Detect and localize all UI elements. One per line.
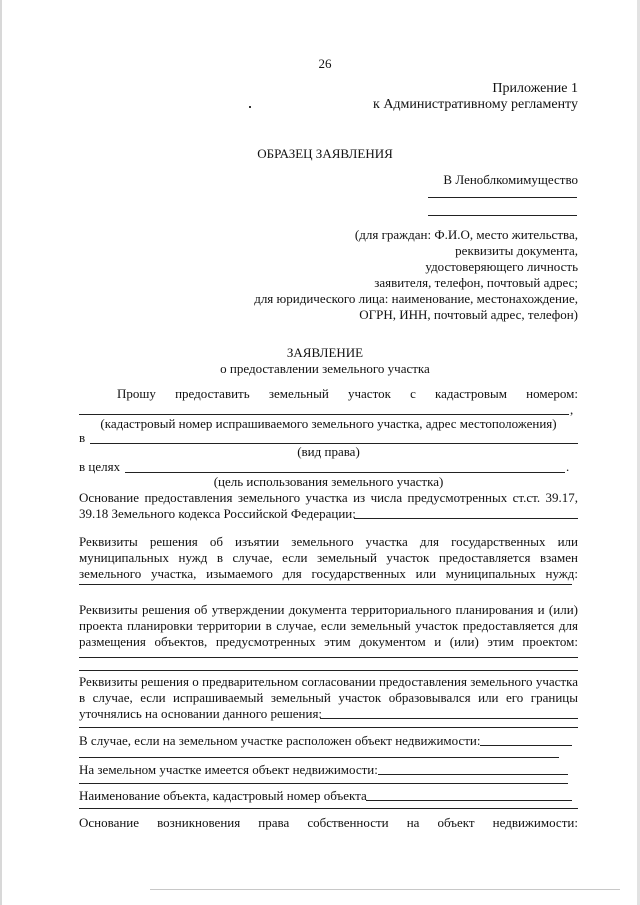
seizure-line: муниципальных нужд в случае, если земельный участок предоставляется взамен [79,550,578,565]
appendix-subtitle: к Административному регламенту [373,97,578,112]
property-exists-line [79,783,568,784]
hint-line: заявителя, телефон, почтовый адрес; [374,275,578,290]
hint-line: (для граждан: Ф.И.О, место жительства, [354,227,578,242]
planning-line: проекта планировки территории в случае, если земельный участок предоставляется для [79,618,578,633]
prelim-line: в случае, если испрашиваемый земельный участок образовывался или его границы [79,690,578,705]
prelim-input-line [79,727,578,728]
purpose-caption: (цель использования земельного участка) [213,474,444,489]
comma: , [570,402,574,417]
cadastral-input-line [79,414,569,415]
ownership-word: объект [437,815,475,830]
purpose-line [125,472,565,473]
planning-line: Реквизиты решения об утверждении документа территориального планирования и (или) [79,602,578,617]
applicant-line [428,215,577,216]
sample-title: ОБРАЗЕЦ ЗАЯВЛЕНИЯ [257,146,393,161]
appendix-title: Приложение 1 [492,81,578,96]
property-exists-line [378,774,568,775]
seizure-line: земельного участка, изымаемого для государственных или муниципальных нужд: [79,566,578,581]
in-label: в [79,430,86,445]
request-word: земельный [268,386,329,401]
ownership-line [79,815,578,830]
prelim-input-line [320,718,578,719]
statement-title: ЗАЯВЛЕНИЕ [286,345,364,360]
seizure-line: Реквизиты решения об изъятии земельного участка для государственных или [79,534,578,549]
hint-line: удостоверяющего личность [425,259,578,274]
purpose-label: в целях [79,459,121,474]
period: . [566,459,570,474]
addressee-line [428,197,577,198]
hint-line: реквизиты документа, [455,243,578,258]
basis-input-line [354,518,578,519]
hint-line: ОГРН, ИНН, почтовый адрес, телефон) [359,307,578,322]
request-word: участок [347,386,391,401]
ownership-word: Основание [79,815,140,830]
object-name-line [366,800,572,801]
basis-line: 39.18 Земельного кодекса Российской Федерации: [79,506,356,521]
cadastral-caption: (кадастровый номер испрашиваемого земельного участка, адрес местоположения) [100,416,557,431]
ownership-word: права [258,815,290,830]
addressee: В Леноблкомимущество [443,172,578,187]
page-number: 26 [318,56,332,71]
object-name: Наименование объекта, кадастровый номер объекта [79,788,367,803]
ownership-word: собственности [307,815,389,830]
property-located-line [480,745,572,746]
property-exists: На земельном участке имеется объект недвижимости: [79,762,378,777]
ownership-word: недвижимости: [492,815,578,830]
request-word: с [410,386,416,401]
scan-left-edge [0,0,2,905]
ownership-word: на [406,815,420,830]
planning-input-line [79,670,578,671]
request-word: Прошу [117,386,156,401]
prelim-line: уточнялись на основании данного решения: [79,706,323,721]
request-word: кадастровым [435,386,507,401]
object-name-line [79,808,578,809]
request-line [117,386,578,401]
scan-bottom-artifact [150,889,620,890]
scan-speck [249,106,251,108]
request-word: номером: [526,386,578,401]
prelim-line: Реквизиты решения о предварительном согласовании предоставления земельного участка [79,674,578,689]
planning-input-line [79,657,578,658]
statement-subtitle: о предоставлении земельного участка [220,361,430,376]
basis-line: Основание предоставления земельного участка из числа предусмотренных ст.ст. 39.17, [79,490,578,505]
request-word: предоставить [175,386,250,401]
property-located-line [79,757,559,758]
property-located: В случае, если на земельном участке расположен объект недвижимости: [79,733,481,748]
seizure-input-line [79,584,572,585]
planning-line: размещения объектов, предусмотренных этим документом и (или) этим проектом: [79,634,578,649]
ownership-word: возникновения [157,815,241,830]
right-caption: (вид права) [297,444,360,459]
hint-line: для юридического лица: наименование, местонахождение, [254,291,578,306]
